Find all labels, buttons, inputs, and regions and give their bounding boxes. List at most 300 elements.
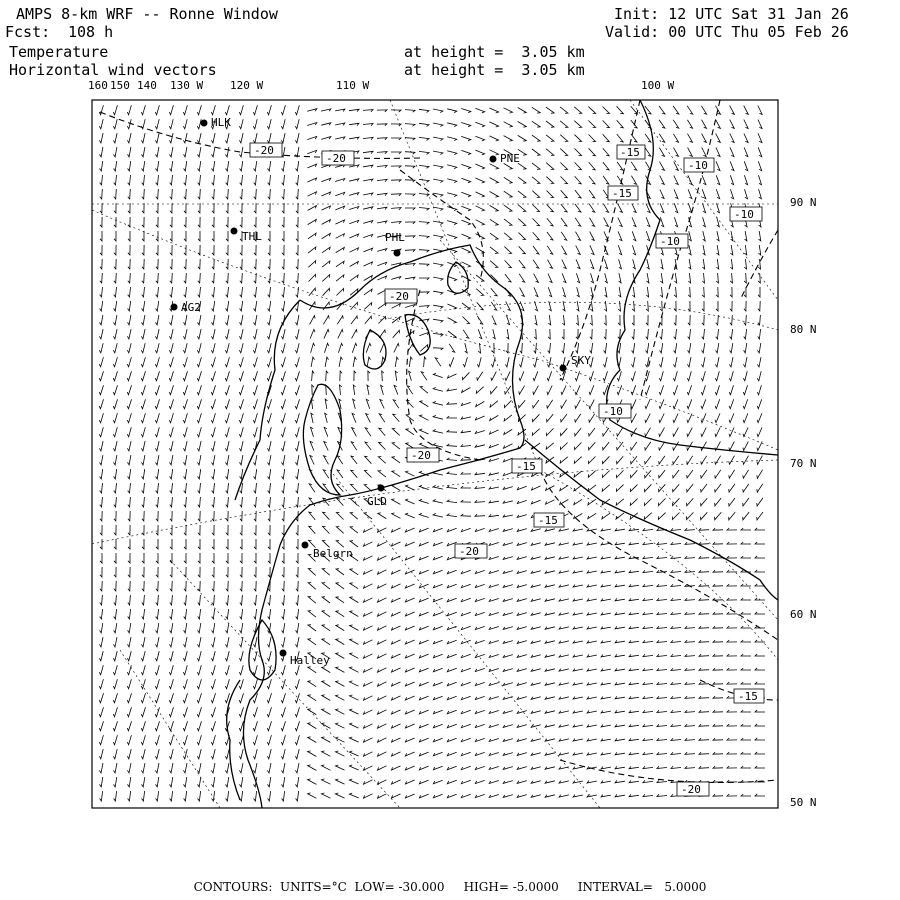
wind-vector xyxy=(490,164,499,169)
wind-vector xyxy=(657,584,667,586)
wind-vector xyxy=(364,780,373,784)
wind-vector xyxy=(254,287,257,297)
wind-vector xyxy=(505,357,509,367)
wind-vector xyxy=(433,263,443,266)
wind-vector xyxy=(447,151,457,155)
wind-vector xyxy=(433,401,443,405)
wind-vector xyxy=(351,470,358,477)
wind-vector xyxy=(170,455,173,465)
wind-vector xyxy=(490,136,499,141)
wind-vector xyxy=(727,626,737,628)
wind-vector xyxy=(156,581,158,591)
wind-vector xyxy=(717,245,719,255)
wind-vector xyxy=(99,329,103,339)
wind-vector xyxy=(114,273,117,283)
wind-vector xyxy=(559,585,569,587)
wind-vector xyxy=(562,343,565,353)
wind-vector xyxy=(364,696,373,700)
wind-vector xyxy=(531,557,541,560)
wind-vector xyxy=(156,301,159,311)
wind-vector xyxy=(533,371,538,380)
wind-vector xyxy=(447,696,456,700)
wind-vector xyxy=(392,710,401,714)
wind-vector xyxy=(267,693,271,703)
wind-vector xyxy=(716,161,720,170)
wind-vector xyxy=(435,358,441,366)
wind-vector xyxy=(282,301,285,311)
lon-label-100w: 100 W xyxy=(641,79,675,92)
wind-vector xyxy=(141,385,145,395)
wind-vector xyxy=(392,724,401,728)
wind-vector xyxy=(170,497,173,507)
wind-vector xyxy=(378,794,387,798)
wind-vector xyxy=(282,483,285,493)
wind-vector xyxy=(184,287,187,297)
wind-vector xyxy=(517,725,527,728)
wind-vector xyxy=(240,301,243,311)
wind-vector xyxy=(519,274,525,282)
wind-vector xyxy=(517,599,527,602)
wind-vector xyxy=(643,654,653,656)
wind-vector xyxy=(615,584,625,586)
wind-vector xyxy=(394,344,399,353)
wind-vector xyxy=(100,483,103,493)
wind-vector xyxy=(239,735,243,745)
wind-vector xyxy=(744,161,748,170)
wind-vector xyxy=(448,331,456,337)
wind-vector xyxy=(601,669,611,671)
wind-vector xyxy=(518,177,526,183)
wind-vector xyxy=(755,542,765,544)
wind-vector xyxy=(730,147,734,156)
wind-vector xyxy=(336,569,344,575)
wind-vector xyxy=(534,274,539,283)
wind-vector xyxy=(699,570,709,572)
wind-vector xyxy=(226,567,228,577)
wind-vector xyxy=(560,163,567,170)
station-label-halley: Halley xyxy=(290,654,330,667)
wind-vector xyxy=(730,161,734,170)
wind-vector xyxy=(519,357,523,367)
wind-vector xyxy=(254,525,256,535)
wind-vector xyxy=(727,682,737,684)
wind-vector xyxy=(503,501,513,504)
wind-vector xyxy=(114,497,117,507)
wind-vector xyxy=(729,399,734,408)
wind-vector xyxy=(744,315,747,325)
wind-vector xyxy=(405,264,415,266)
wind-vector xyxy=(212,511,214,521)
wind-vector xyxy=(757,385,761,395)
wind-vector xyxy=(141,679,145,689)
wind-vector xyxy=(419,208,429,211)
wind-vector xyxy=(268,525,270,535)
wind-vector xyxy=(461,598,470,601)
wind-vector xyxy=(183,399,187,409)
berkner-island xyxy=(303,384,341,495)
wind-vector xyxy=(603,456,610,463)
wind-vector xyxy=(617,470,624,477)
wind-vector xyxy=(631,120,637,128)
wind-vector xyxy=(685,766,695,768)
wind-vector xyxy=(127,399,131,409)
wind-vector xyxy=(405,528,414,532)
wind-vector xyxy=(562,246,567,255)
svg-text:-15: -15 xyxy=(738,690,758,703)
wind-vector xyxy=(352,428,357,437)
wind-vector xyxy=(310,316,316,325)
wind-vector xyxy=(142,245,144,255)
wind-vector xyxy=(211,693,215,703)
wind-vector xyxy=(392,528,401,532)
wind-vector xyxy=(559,697,569,699)
wind-vector xyxy=(113,119,117,129)
wind-vector xyxy=(729,484,735,492)
svg-text:-10: -10 xyxy=(734,208,754,221)
wind-vector xyxy=(671,654,681,656)
wind-vector xyxy=(239,651,243,661)
wind-vector xyxy=(559,529,569,531)
wind-vector xyxy=(517,543,527,546)
wind-vector xyxy=(605,287,607,297)
wind-vector xyxy=(545,795,555,798)
wind-vector xyxy=(729,512,736,520)
wind-vector xyxy=(99,133,103,143)
wind-vector xyxy=(671,542,681,544)
wind-vector xyxy=(295,441,299,451)
wind-vector xyxy=(615,598,625,600)
wind-vector xyxy=(631,385,636,394)
wind-vector xyxy=(533,386,539,395)
wind-vector xyxy=(575,149,582,156)
wind-vector xyxy=(631,176,636,185)
wind-vector xyxy=(433,724,442,728)
wind-vector xyxy=(674,217,677,226)
wind-vector xyxy=(745,189,748,199)
wind-vector xyxy=(184,315,187,325)
wind-vector xyxy=(559,711,569,713)
wind-vector xyxy=(211,399,215,409)
wind-vector xyxy=(295,399,299,409)
coastlines xyxy=(227,100,778,808)
wind-vector xyxy=(447,416,457,418)
station-marker-gld xyxy=(378,485,385,492)
wind-vector xyxy=(755,738,765,740)
wind-vector xyxy=(741,556,751,558)
wind-vector xyxy=(475,570,484,573)
wind-vector xyxy=(546,500,555,504)
wind-vector xyxy=(419,513,429,517)
wind-vector xyxy=(587,669,597,672)
wind-vector xyxy=(391,166,401,168)
wind-vector xyxy=(211,329,215,339)
wind-vector xyxy=(587,795,597,798)
wind-vector xyxy=(378,626,387,630)
wind-vector xyxy=(421,372,427,380)
wind-vector xyxy=(226,189,229,199)
wind-vector xyxy=(351,302,358,309)
wind-vector xyxy=(350,611,359,617)
wind-vector xyxy=(461,794,470,797)
wind-vector xyxy=(433,137,443,140)
wind-vector xyxy=(226,609,229,619)
wind-vector xyxy=(419,264,429,266)
wind-vector xyxy=(576,232,581,241)
wind-vector xyxy=(741,710,751,712)
wind-vector xyxy=(405,124,415,127)
svg-text:-20: -20 xyxy=(389,290,409,303)
wind-vector xyxy=(573,795,583,797)
wind-vector xyxy=(715,456,721,465)
wind-vector xyxy=(267,427,271,437)
wind-vector xyxy=(254,245,256,255)
wind-vector xyxy=(253,105,257,115)
wind-vector xyxy=(254,609,257,619)
wind-vector xyxy=(741,612,751,614)
wind-vector xyxy=(364,724,373,728)
wind-vector xyxy=(267,721,271,731)
wind-vector xyxy=(532,135,540,141)
wind-vector xyxy=(715,428,720,437)
wind-vector xyxy=(715,470,721,478)
wind-vector xyxy=(170,147,173,157)
wind-vector xyxy=(590,259,594,268)
wind-vector xyxy=(365,456,372,463)
wind-vector xyxy=(601,529,611,531)
wind-vector xyxy=(601,655,611,657)
wind-vector xyxy=(504,205,512,211)
wind-vector xyxy=(183,329,187,339)
wind-vector xyxy=(507,329,509,339)
wind-vector xyxy=(448,318,457,324)
wind-vector xyxy=(629,668,639,670)
wind-vector xyxy=(184,469,187,479)
wind-vector xyxy=(169,651,173,661)
station-label-thl: THL xyxy=(242,230,262,243)
wind-vector xyxy=(531,655,541,658)
wind-vector xyxy=(727,654,737,656)
wind-vector xyxy=(490,219,498,225)
wind-vector xyxy=(503,711,513,714)
wind-vector xyxy=(461,402,470,405)
wind-vector xyxy=(489,585,499,588)
wind-vector xyxy=(447,654,456,658)
wind-vector xyxy=(646,329,649,339)
wind-vector xyxy=(590,343,593,353)
wind-vector xyxy=(504,136,513,142)
wind-vector xyxy=(503,585,513,588)
wind-vector xyxy=(253,329,257,339)
wind-vector xyxy=(745,231,747,241)
wind-vector xyxy=(729,498,735,506)
wind-vector xyxy=(254,161,257,171)
wind-vector xyxy=(447,123,457,127)
wind-vector xyxy=(699,724,709,726)
wind-vector xyxy=(643,710,653,712)
wind-vector xyxy=(169,735,173,745)
wind-vector xyxy=(114,245,116,255)
wind-vector xyxy=(308,723,317,729)
wind-vector xyxy=(615,668,625,670)
wind-vector xyxy=(573,529,583,531)
wind-vector xyxy=(475,794,484,797)
wind-vector xyxy=(601,725,611,727)
wind-vector xyxy=(559,613,569,615)
contour-line-minus20-inner xyxy=(407,290,480,460)
wind-vector xyxy=(226,581,228,591)
wind-vector xyxy=(184,189,187,199)
wind-vector xyxy=(517,795,527,798)
wind-vector xyxy=(588,499,596,505)
wind-vector xyxy=(729,456,735,465)
wind-vector xyxy=(643,668,653,670)
wind-vector xyxy=(419,332,428,335)
wind-vector xyxy=(100,623,103,633)
wind-vector xyxy=(368,371,370,381)
wind-vector xyxy=(323,526,330,533)
svg-text:-15: -15 xyxy=(516,460,536,473)
wind-vector xyxy=(645,456,651,464)
wind-vector xyxy=(660,343,663,353)
wind-vector xyxy=(364,794,373,798)
wind-vector xyxy=(308,597,316,604)
wind-vector xyxy=(127,385,131,395)
wind-vector xyxy=(240,553,242,563)
wind-vector xyxy=(100,553,102,563)
wind-vector xyxy=(336,653,345,659)
wind-vector xyxy=(308,793,317,798)
wind-vector xyxy=(701,385,705,395)
wind-vector xyxy=(184,455,187,465)
wind-vector xyxy=(405,166,415,168)
wind-vector xyxy=(461,417,471,420)
wind-vector xyxy=(447,710,456,714)
wind-vector xyxy=(253,119,257,129)
wind-vector xyxy=(198,525,200,535)
wind-vector xyxy=(603,176,609,184)
wind-vector xyxy=(364,262,373,266)
wind-vector xyxy=(560,149,567,156)
wind-vector xyxy=(462,248,471,253)
wind-vector xyxy=(156,259,158,269)
wind-vector xyxy=(461,738,470,741)
wind-vector xyxy=(184,525,186,535)
wind-vector xyxy=(226,637,230,647)
wind-vector xyxy=(687,371,691,381)
wind-vector xyxy=(142,147,145,157)
wind-vector xyxy=(758,287,760,297)
wind-vector xyxy=(657,766,667,768)
wind-vector xyxy=(657,738,667,740)
wind-vector xyxy=(240,497,243,507)
wind-vector xyxy=(308,667,316,673)
wind-vector xyxy=(211,749,215,759)
wind-vector xyxy=(240,175,243,185)
wind-vector xyxy=(419,556,428,560)
wind-vector xyxy=(713,696,723,698)
wind-vector xyxy=(296,595,299,605)
wind-vector xyxy=(350,723,359,728)
wind-vector xyxy=(519,260,525,268)
wind-vector xyxy=(447,612,456,616)
wind-vector xyxy=(184,147,187,157)
wind-vector xyxy=(590,315,592,325)
wind-vector xyxy=(489,557,499,560)
wind-vector xyxy=(489,529,499,532)
wind-vector xyxy=(114,455,117,465)
wind-vector xyxy=(531,781,541,784)
wind-vector xyxy=(350,709,359,714)
wind-vector xyxy=(197,721,201,731)
wind-vector xyxy=(392,584,401,588)
wind-vector xyxy=(603,204,608,213)
wind-vector xyxy=(727,752,737,754)
wind-vector xyxy=(659,428,665,437)
wind-vector xyxy=(169,721,173,731)
wind-vector xyxy=(673,357,677,367)
wind-vector xyxy=(601,571,611,573)
wind-vector xyxy=(632,245,635,255)
wind-vector xyxy=(545,697,555,700)
wind-vector xyxy=(239,133,243,143)
wind-vector xyxy=(518,219,525,226)
wind-vector xyxy=(184,161,187,171)
wind-vector xyxy=(405,598,414,602)
wind-vector xyxy=(587,557,597,560)
wind-vector xyxy=(377,124,387,126)
wind-vector xyxy=(699,668,709,670)
wind-vector xyxy=(465,343,468,353)
wind-vector xyxy=(657,612,667,614)
wind-vector xyxy=(475,626,484,629)
wind-vector xyxy=(253,651,257,661)
wind-vector xyxy=(340,371,342,381)
wind-vector xyxy=(461,136,471,140)
wind-vector xyxy=(629,710,639,712)
wind-vector xyxy=(281,385,285,395)
wind-vector xyxy=(560,457,568,463)
wind-vector xyxy=(282,511,284,521)
wind-vector xyxy=(660,176,665,185)
wind-vector xyxy=(155,693,159,703)
wind-vector xyxy=(254,511,256,521)
wind-vector xyxy=(366,399,369,408)
wind-vector xyxy=(282,287,285,297)
wind-vector xyxy=(461,150,470,154)
wind-vector xyxy=(268,539,270,549)
wind-vector xyxy=(604,218,609,227)
wind-vector xyxy=(759,189,762,199)
wind-vector xyxy=(308,709,317,715)
wind-vector xyxy=(405,584,414,588)
wind-vector xyxy=(170,525,172,535)
wind-vector xyxy=(198,623,201,633)
wind-vector xyxy=(379,442,386,449)
wind-vector xyxy=(281,343,285,353)
wind-vector xyxy=(461,109,471,113)
wind-vector xyxy=(433,710,442,714)
wind-vector xyxy=(531,739,541,742)
wind-vector xyxy=(322,779,331,784)
wind-vector xyxy=(267,371,271,381)
wind-vector xyxy=(325,343,329,353)
wind-vector xyxy=(476,275,484,281)
wind-vector xyxy=(211,707,215,717)
wind-vector xyxy=(673,456,679,464)
wind-vector xyxy=(322,737,331,743)
wind-vector xyxy=(268,287,271,297)
wind-vector xyxy=(296,175,299,185)
